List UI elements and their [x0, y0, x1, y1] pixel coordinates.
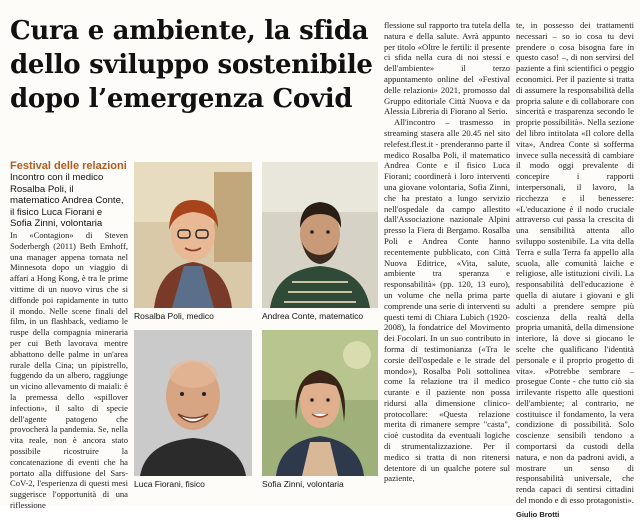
column-2-paragraph-1: flessione sul rapporto tra tutela della natura e della salute. Avrà appunto per titolo «Oltre le fertili: il presente ci sfida nella cura di noi stessi e dell'ambiente» il terzo appuntamento online del «Festival delle relazioni» 2021, promosso dal Gruppo editoriale Città Nuova e da Alessia Libreria di Fiorano al Serio.: [384, 20, 510, 117]
photo-rosalba-poli: [134, 162, 252, 308]
author-signature: Giulio Brotti: [516, 509, 560, 519]
headline-line-3: dopo l’emergenza Covid: [10, 84, 353, 114]
photo-sofia-zinni: [262, 330, 378, 476]
article-column-2: [384, 20, 510, 498]
column-1-text: In «Contagion» di Steven Soderbergh (2011) Beth Emhoff, una manager appena tornata nel Minnesota dopo un viaggio di affari a Hong Kong, è tra le prime vittime di un nuovo virus che si diffonde poi rapidamente in tutto il mondo. Nelle scene finali del film, in un flashback, vediamo le ruspe della compagnia mineraria per cui Beth lavorava mentre abbattono delle palme in un'area rurale della Cina; un pipistrello, fuggendo da un albero, raggiunge un vicino allevamento di maiali: è la premessa dello «spillover infection», il salto di specie dell'agente patogeno che provocherà la pandemia. Se, nella vita reale, non è ancora stato possibile ricostruire la concatenazione di eventi che ha portato alla diffusione del Sars-CoV-2, l'esperienza di questi mesi suggerisce l'opportunità di una riflessione: [10, 230, 128, 510]
caption-andrea-conte: Andrea Conte, matematico: [262, 311, 364, 321]
headline-line-2: dello sviluppo sostenibile: [10, 50, 373, 80]
section-kicker: Festival delle relazioni: [10, 160, 127, 172]
caption-sofia-zinni: Sofia Zinni, volontaria: [262, 479, 344, 489]
article-column-3: [516, 20, 634, 519]
headline: [10, 14, 380, 116]
column-2-paragraph-2: All'incontro – trasmesso in streaming stasera alle 20.45 nel sito relefest.flest.it - prenderanno parte il medico Rosalba Poli, il matematico Andrea Conte e il fisico Luca Fiorani; coordinerà i loro interventi una giovane volontaria, Sofia Zinni, che ha prestato a lungo servizio nell'ospedale da campo allestito dall'Associazione nazionale Alpini presso la Fiera di Bergamo. Rosalba Poli e Andrea Conte hanno recentemente pubblicato, con Città Nuova Editrice, «Vita, salute, ambiente tra speranza e responsabilità» (pp. 120, 13 euro), un volume che nella prima parte comprende una serie di interventi su questi temi di Chiara Lubich (1920-2008), la fondatrice del Movimento dei Focolari. In un suo contributo in forma di testimonianza («Tra le corsie dell'ospedale e le strade del mondo»), Rosalba Poli sottolinea come la relazione tra il medico curante e il paziente non possa ridursi alla dimensione clinico-protocollare: «Questa relazione merita di rimanere sempre "casta", cioè custodita da eventuali logiche di strumentalizzazione. Per il medico si tratta di non ritenersi detentore di un qualche potere sul paziente,: [384, 117, 510, 484]
photo-andrea-conte: [262, 162, 378, 308]
article-deck: Incontro con il medico Rosalba Poli, il matematico Andrea Conte, il fisico Luca Fiorani e Sofia Zinni, volontaria: [10, 172, 124, 229]
article-column-1: [10, 230, 128, 510]
photo-luca-fiorani: [134, 330, 252, 476]
column-3-text: te, in possesso dei trattamenti necessari – so io cosa tu devi prendere o cosa bisogna fare in questo caso! –, di non servirsi del paziente a fini scientifici o peggio economici. Per il paziente si tratta di assumere la responsabilità della propria salute e di collaborare con sincerità e trasparenza secondo le proprie possibilità». Nella sezione del libro intitolata «Il colore della vita», Andrea Conte si sofferma invece sulla necessità di cambiare il modo oggi prevalente di concepire i rapporti interpersonali, il lavoro, la ricchezza e il benessere: «L'educazione è il nodo cruciale attraverso cui passa la crescita di una sensibilità attenta allo sviluppo sostenibile. La vita della Terra e sulla Terra fa appello alla scuola, alle comunità laiche e religiose, alle istituzioni civili. La responsabilità dell'educazione è quella di aiutare i giovani e gli adulti a prendere sempre più coscienza della realtà della propria umanità, della dimensione interiore, là dove si giocano le scelte che qualificano l'identità personale e il proprio progetto di vita». «Potrebbe sembrare – prosegue Conte - che tutto ciò sia irrilevante rispetto alle questioni dell'ambiente; al contrario, ne costituisce il fondamento, la vera condizione di possibilità. Solo coscienze sensibili tendono a comportarsi da custodi della natura, e non da padroni avidi, a mostrare un senso di responsabilità universale, che renda capaci di sentirsi cittadini del mondo e di esso protagonisti».: [516, 20, 634, 506]
headline-line-1: Cura e ambiente, la sfida: [10, 16, 369, 46]
caption-rosalba-poli: Rosalba Poli, medico: [134, 311, 214, 321]
caption-luca-fiorani: Luca Fiorani, fisico: [134, 479, 205, 489]
